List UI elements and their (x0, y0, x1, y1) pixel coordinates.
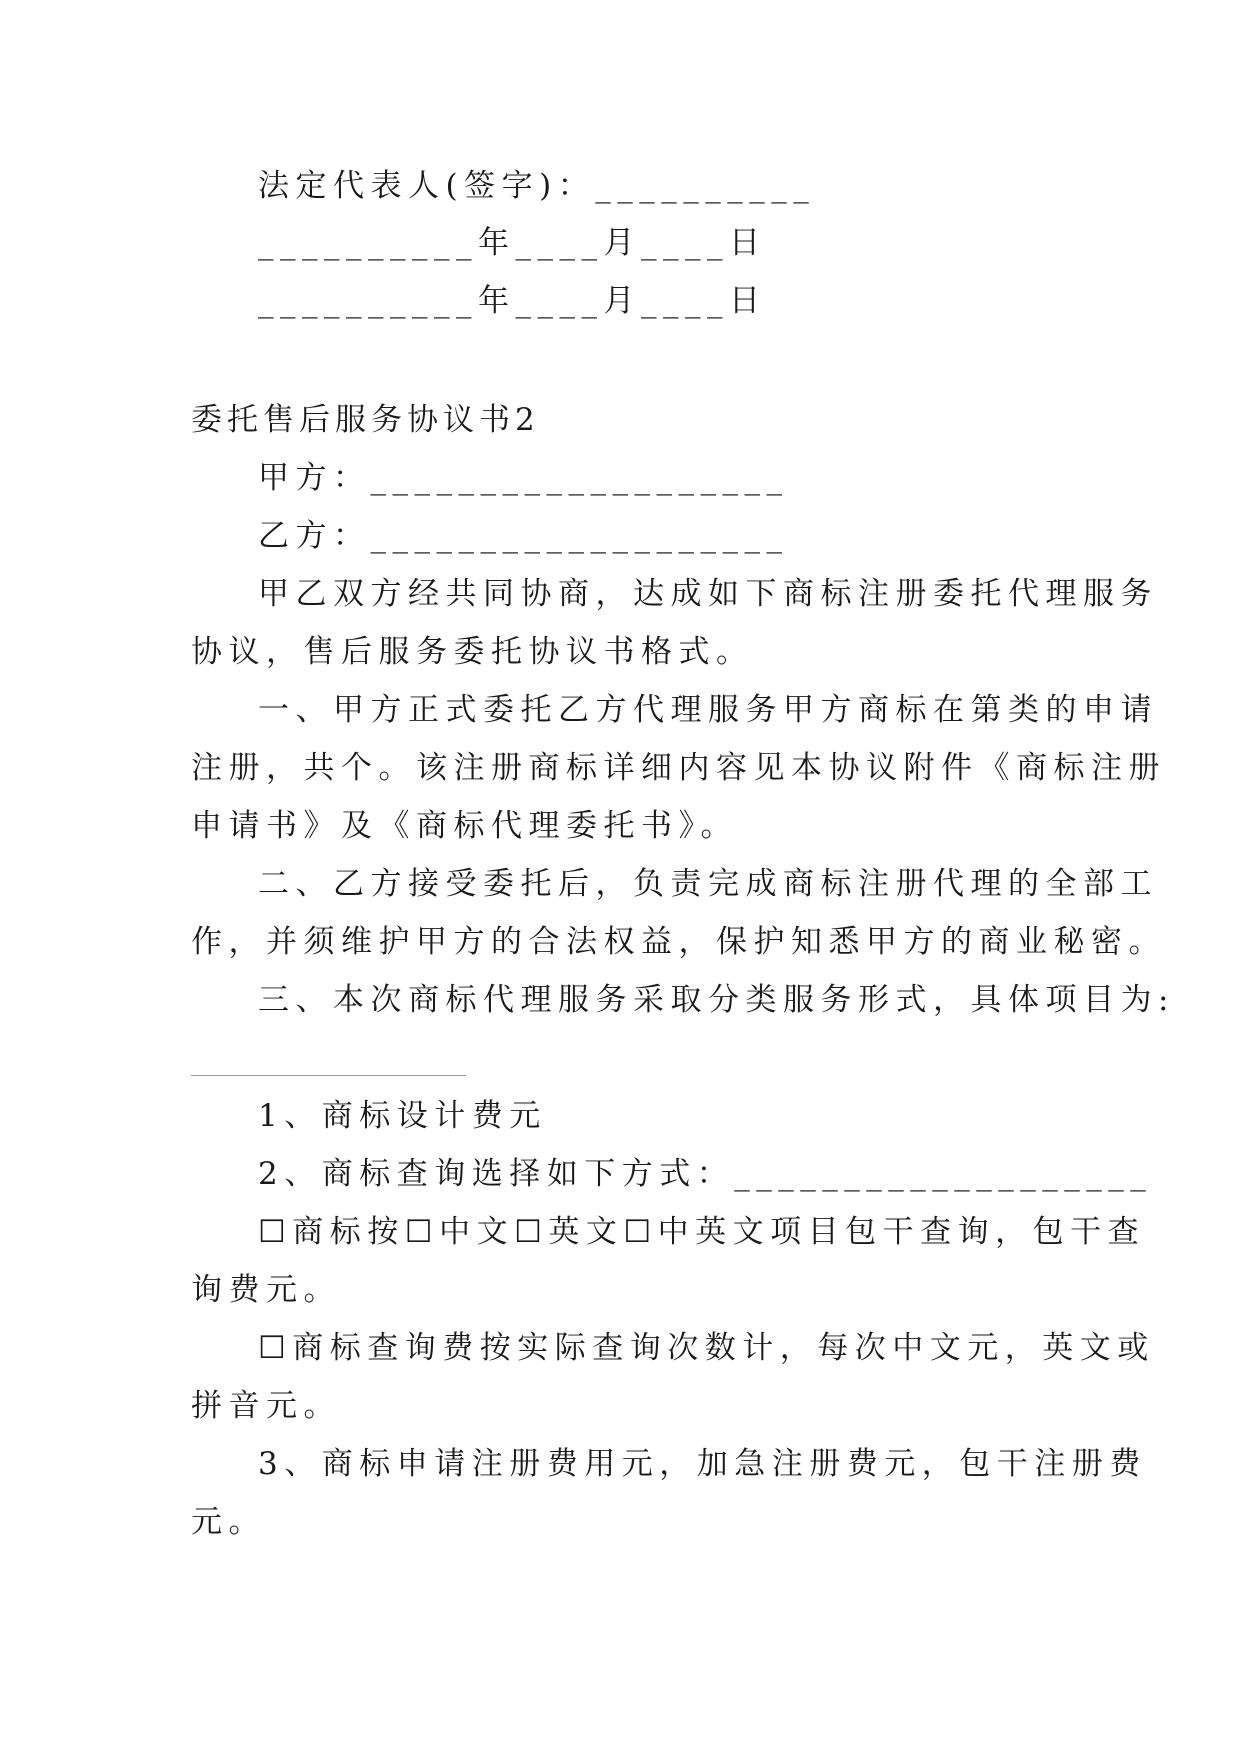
party-a-line: 甲方：___________________ (258, 460, 789, 496)
item-3-line-1: 3、商标申请注册费用元，加急注册费元，包干注册费 (258, 1446, 1147, 1482)
item-2-search-method: 2、商标查询选择如下方式：___________________ (258, 1156, 1153, 1192)
section-divider (191, 1075, 466, 1076)
clause-1-line-2: 注册，共个。该注册商标详细内容见本协议附件《商标注册 (191, 750, 1166, 786)
legal-rep-signature-line: 法定代表人(签字)：__________ (258, 168, 816, 204)
intro-paragraph-line-1: 甲乙双方经共同协商，达成如下商标注册委托代理服务 (258, 576, 1158, 612)
option-1-line-1: ☐商标按☐中文☐英文☐中英文项目包干查询，包干查 (258, 1214, 1146, 1250)
option-2-line-2: 拼音元。 (191, 1388, 341, 1424)
date-line-1: __________年____月____日 (258, 225, 767, 261)
intro-paragraph-line-2: 协议，售后服务委托协议书格式。 (191, 634, 754, 670)
clause-3-line: 三、本次商标代理服务采取分类服务形式，具体项目为: (258, 982, 1175, 1018)
party-b-line: 乙方：___________________ (258, 518, 789, 554)
clause-1-line-1: 一、甲方正式委托乙方代理服务甲方商标在第类的申请 (258, 692, 1158, 728)
item-3-line-2: 元。 (191, 1504, 266, 1540)
document-title: 委托售后服务协议书2 (191, 402, 540, 438)
item-1-design-fee: 1、商标设计费元 (258, 1098, 547, 1134)
option-1-line-2: 询费元。 (191, 1272, 341, 1308)
clause-2-line-2: 作，并须维护甲方的合法权益，保护知悉甲方的商业秘密。 (191, 924, 1166, 960)
date-line-2: __________年____月____日 (258, 283, 767, 319)
clause-1-line-3: 申请书》及《商标代理委托书》。 (191, 808, 738, 844)
option-2-line-1: ☐商标查询费按实际查询次数计，每次中文元，英文或 (258, 1330, 1155, 1366)
clause-2-line-1: 二、乙方接受委托后，负责完成商标注册代理的全部工 (258, 866, 1158, 902)
